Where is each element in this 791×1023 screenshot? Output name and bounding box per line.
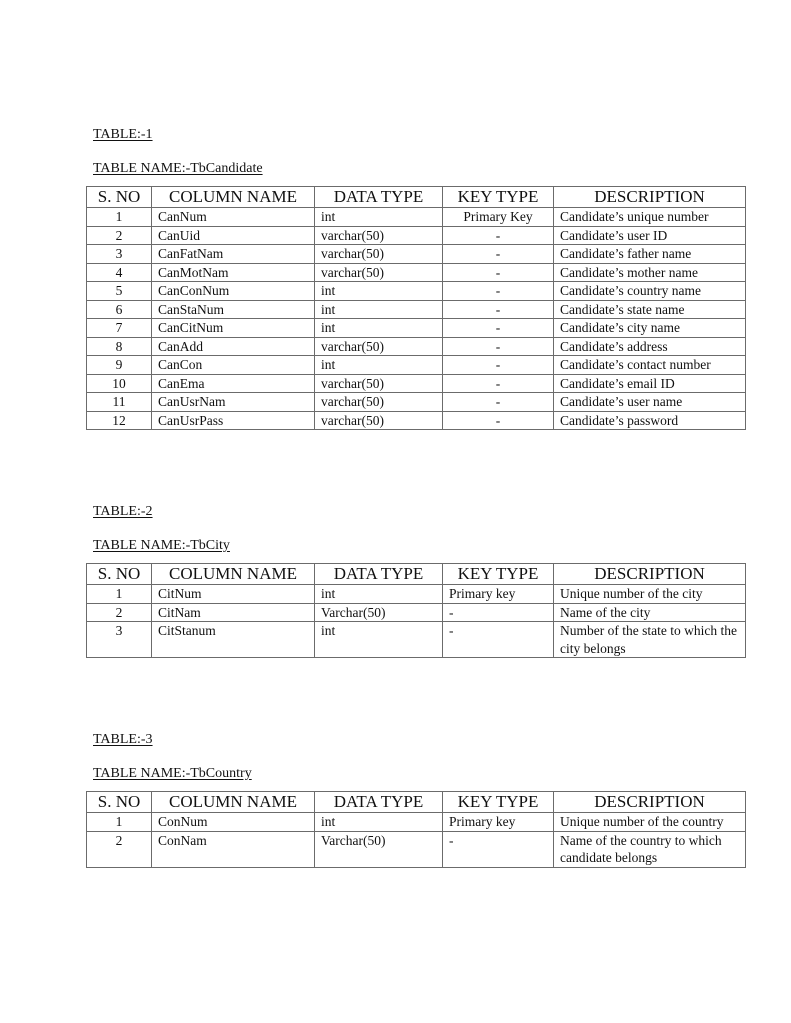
cell-column-name: CanAdd [152, 337, 315, 356]
cell-key-type: - [443, 226, 554, 245]
cell-key-type: - [443, 245, 554, 264]
cell-data-type: Varchar(50) [315, 831, 443, 867]
cell-description: Candidate’s address [554, 337, 746, 356]
cell-key-type: - [443, 393, 554, 412]
cell-column-name: ConNam [152, 831, 315, 867]
table-row [87, 208, 746, 227]
header-description: DESCRIPTION [554, 564, 746, 585]
cell-description: Candidate’s email ID [554, 374, 746, 393]
cell-sno: 8 [87, 337, 152, 356]
header-sno: S. NO [87, 187, 152, 208]
cell-column-name: CanFatNam [152, 245, 315, 264]
cell-description: Candidate’s state name [554, 300, 746, 319]
cell-data-type: varchar(50) [315, 263, 443, 282]
cell-key-type: Primary Key [443, 208, 554, 227]
schema-table-city [86, 563, 746, 658]
cell-sno: 6 [87, 300, 152, 319]
cell-sno: 3 [87, 245, 152, 264]
cell-column-name: CanUsrNam [152, 393, 315, 412]
cell-data-type: int [315, 356, 443, 375]
cell-description: Candidate’s unique number [554, 208, 746, 227]
table-name: TABLE NAME:-TbCountry [93, 766, 252, 781]
cell-sno: 7 [87, 319, 152, 338]
cell-data-type: varchar(50) [315, 245, 443, 264]
header-row [87, 187, 746, 208]
cell-description: Name of the city [554, 603, 746, 622]
cell-sno: 2 [87, 603, 152, 622]
cell-key-type: - [443, 603, 554, 622]
cell-column-name: CitNum [152, 585, 315, 604]
table-row [87, 813, 746, 832]
cell-column-name: CitNam [152, 603, 315, 622]
cell-description: Number of the state to which the city belongs [554, 622, 746, 658]
cell-description: Candidate’s user ID [554, 226, 746, 245]
cell-description: Candidate’s city name [554, 319, 746, 338]
cell-sno: 2 [87, 831, 152, 867]
cell-description: Candidate’s mother name [554, 263, 746, 282]
schema-table-country [86, 791, 746, 868]
table-row [87, 585, 746, 604]
cell-data-type: varchar(50) [315, 226, 443, 245]
header-data-type: DATA TYPE [315, 187, 443, 208]
table-row [87, 374, 746, 393]
cell-data-type: int [315, 208, 443, 227]
cell-column-name: CanStaNum [152, 300, 315, 319]
cell-data-type: int [315, 319, 443, 338]
header-key-type: KEY TYPE [443, 792, 554, 813]
cell-key-type: - [443, 300, 554, 319]
cell-key-type: - [443, 356, 554, 375]
cell-data-type: varchar(50) [315, 393, 443, 412]
cell-column-name: CanUid [152, 226, 315, 245]
cell-sno: 9 [87, 356, 152, 375]
header-key-type: KEY TYPE [443, 187, 554, 208]
cell-key-type: Primary key [443, 813, 554, 832]
cell-data-type: varchar(50) [315, 374, 443, 393]
cell-sno: 11 [87, 393, 152, 412]
cell-data-type: int [315, 813, 443, 832]
header-key-type: KEY TYPE [443, 564, 554, 585]
cell-description: Candidate’s father name [554, 245, 746, 264]
cell-key-type: - [443, 319, 554, 338]
cell-column-name: CanMotNam [152, 263, 315, 282]
cell-column-name: CanEma [152, 374, 315, 393]
header-sno: S. NO [87, 792, 152, 813]
cell-key-type: Primary key [443, 585, 554, 604]
cell-data-type: varchar(50) [315, 411, 443, 430]
cell-description: Name of the country to which candidate belongs [554, 831, 746, 867]
table-row [87, 356, 746, 375]
schema-table-candidate [86, 186, 746, 430]
header-sno: S. NO [87, 564, 152, 585]
table-row [87, 300, 746, 319]
table-name: TABLE NAME:-TbCity [93, 538, 230, 553]
cell-sno: 1 [87, 813, 152, 832]
cell-column-name: CanConNum [152, 282, 315, 301]
table-row [87, 622, 746, 658]
cell-sno: 2 [87, 226, 152, 245]
cell-description: Candidate’s user name [554, 393, 746, 412]
table-label: TABLE:-3 [93, 732, 153, 747]
cell-data-type: Varchar(50) [315, 603, 443, 622]
cell-key-type: - [443, 282, 554, 301]
header-row [87, 564, 746, 585]
table-row [87, 245, 746, 264]
cell-key-type: - [443, 622, 554, 658]
cell-description: Candidate’s contact number [554, 356, 746, 375]
table-row [87, 282, 746, 301]
cell-column-name: CanCitNum [152, 319, 315, 338]
table-row [87, 263, 746, 282]
table-row [87, 831, 746, 867]
cell-sno: 10 [87, 374, 152, 393]
header-data-type: DATA TYPE [315, 792, 443, 813]
table-name: TABLE NAME:-TbCandidate [93, 161, 263, 176]
cell-key-type: - [443, 374, 554, 393]
cell-description: Unique number of the country [554, 813, 746, 832]
header-description: DESCRIPTION [554, 792, 746, 813]
header-data-type: DATA TYPE [315, 564, 443, 585]
cell-column-name: CanNum [152, 208, 315, 227]
header-column-name: COLUMN NAME [152, 187, 315, 208]
table-row [87, 393, 746, 412]
cell-key-type: - [443, 263, 554, 282]
cell-key-type: - [443, 831, 554, 867]
cell-data-type: int [315, 622, 443, 658]
cell-sno: 1 [87, 208, 152, 227]
cell-column-name: CanCon [152, 356, 315, 375]
table-row [87, 603, 746, 622]
cell-description: Candidate’s country name [554, 282, 746, 301]
cell-data-type: varchar(50) [315, 337, 443, 356]
cell-sno: 1 [87, 585, 152, 604]
header-column-name: COLUMN NAME [152, 792, 315, 813]
cell-description: Candidate’s password [554, 411, 746, 430]
cell-sno: 4 [87, 263, 152, 282]
cell-sno: 3 [87, 622, 152, 658]
header-description: DESCRIPTION [554, 187, 746, 208]
cell-sno: 12 [87, 411, 152, 430]
cell-data-type: int [315, 300, 443, 319]
table-label: TABLE:-2 [93, 504, 153, 519]
cell-data-type: int [315, 282, 443, 301]
table-row [87, 337, 746, 356]
cell-description: Unique number of the city [554, 585, 746, 604]
cell-data-type: int [315, 585, 443, 604]
table-label: TABLE:-1 [93, 127, 153, 142]
table-row [87, 226, 746, 245]
cell-key-type: - [443, 337, 554, 356]
table-row [87, 411, 746, 430]
header-column-name: COLUMN NAME [152, 564, 315, 585]
cell-column-name: CitStanum [152, 622, 315, 658]
cell-key-type: - [443, 411, 554, 430]
header-row [87, 792, 746, 813]
table-row [87, 319, 746, 338]
cell-column-name: ConNum [152, 813, 315, 832]
cell-column-name: CanUsrPass [152, 411, 315, 430]
cell-sno: 5 [87, 282, 152, 301]
